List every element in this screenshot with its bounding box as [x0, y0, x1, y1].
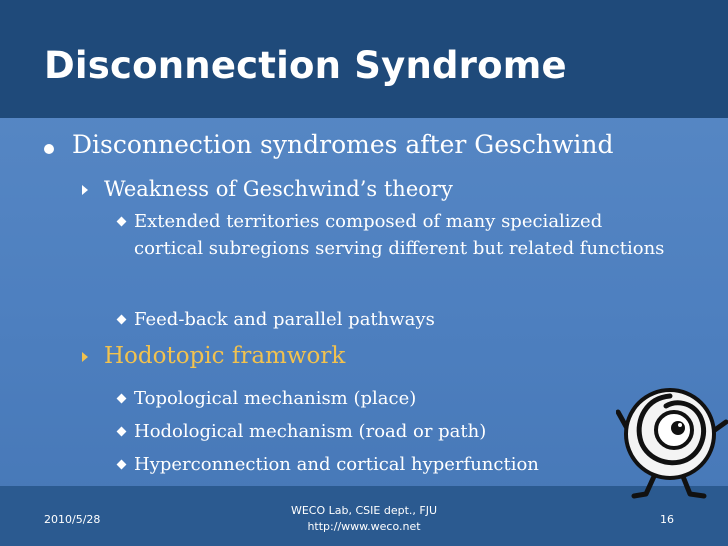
diamond-bullet-icon	[117, 427, 127, 437]
footer-date: 2010/5/28	[44, 513, 101, 526]
triangle-bullet-icon	[82, 352, 88, 362]
page-number: 16	[660, 513, 674, 526]
footer-center	[274, 503, 454, 535]
bullet-text: Hodological mechanism (road or path)	[134, 421, 487, 442]
triangle-bullet-icon	[82, 185, 88, 195]
bullet-text: Extended territories composed of many specialized cortical subregions serving different but related functions	[134, 211, 665, 259]
diamond-bullet-icon	[117, 394, 127, 404]
bullet-text: Disconnection syndromes after Geschwind	[72, 130, 614, 159]
diamond-bullet-icon	[117, 315, 127, 325]
bullet-text: Hodotopic framwork	[104, 343, 346, 369]
round-bullet-icon	[44, 144, 54, 154]
bullet-text: Topological mechanism (place)	[134, 388, 417, 409]
bullet-text: Hyperconnection and cortical hyperfunction	[134, 454, 539, 475]
slide-title: Disconnection Syndrome	[44, 44, 567, 87]
footer-org: WECO Lab, CSIE dept., FJU	[290, 504, 438, 517]
diamond-bullet-icon	[117, 217, 127, 227]
footer-url: http://www.weco.net	[307, 520, 421, 533]
cartoon-eye-creature-icon	[616, 376, 728, 504]
bullet-text: Feed-back and parallel pathways	[134, 309, 435, 330]
diamond-bullet-icon	[117, 460, 127, 470]
bullet-text: Weakness of Geschwind’s theory	[104, 177, 453, 201]
